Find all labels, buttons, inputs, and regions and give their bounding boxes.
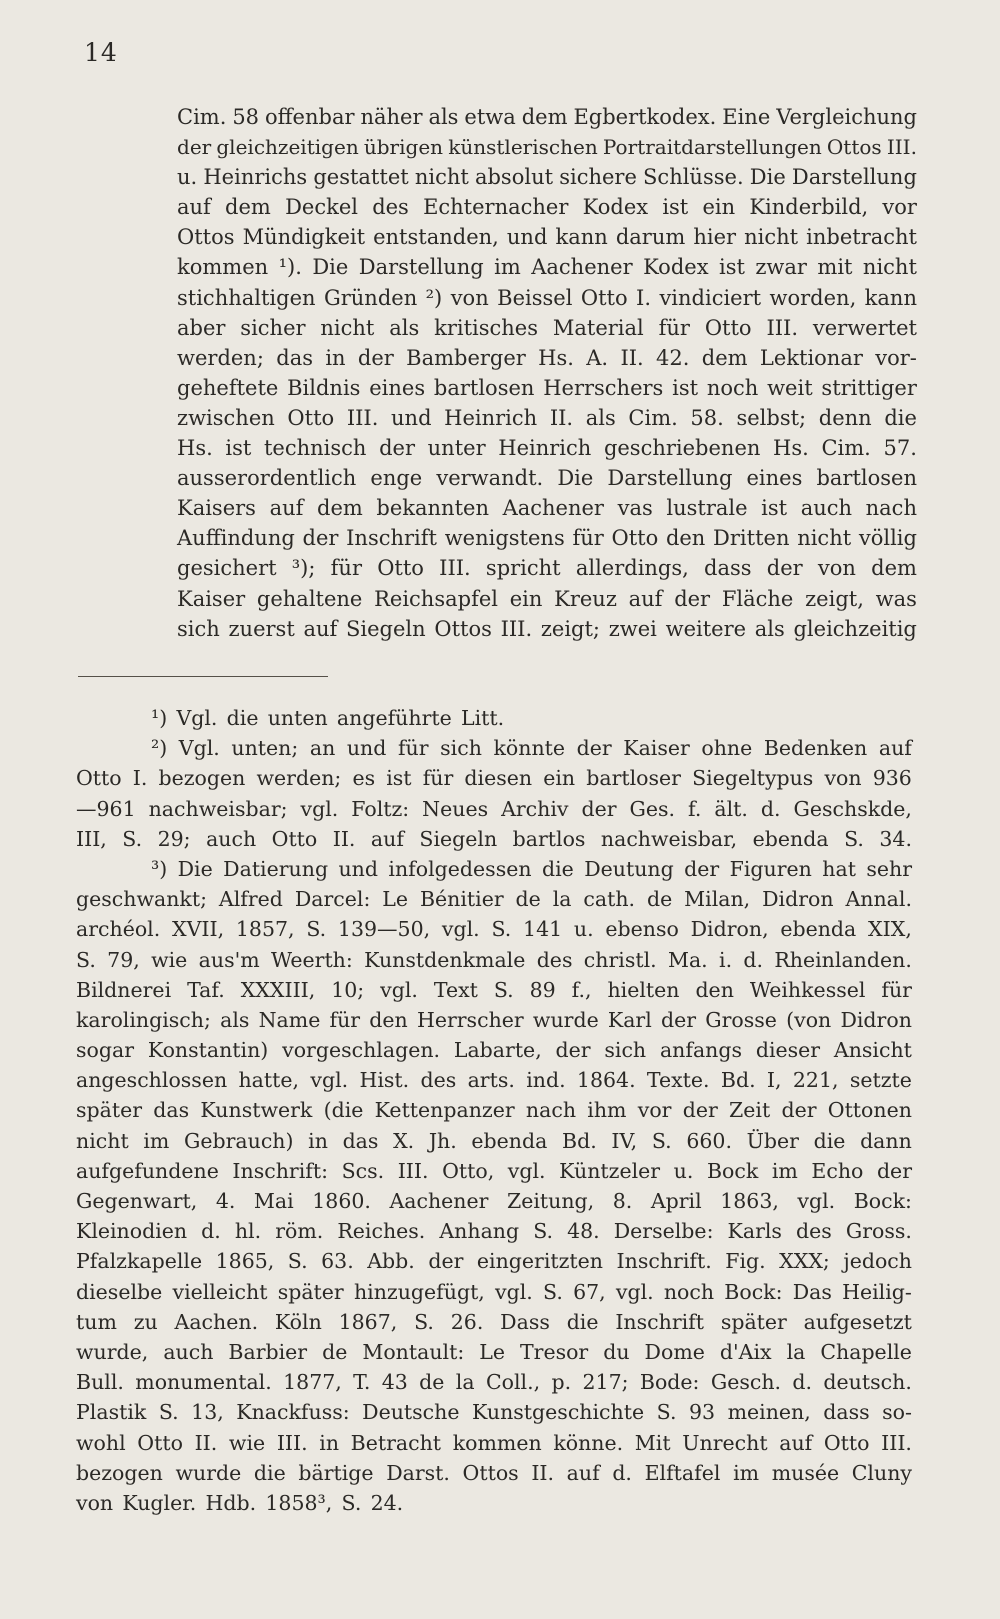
footnote-line: Kleinodien d. hl. röm. Reiches. Anhang S. 48. Derselbe: Karls des Gross. (76, 1219, 912, 1244)
body-line: Auffindung der Inschrift wenigstens für Otto den Dritten nicht völlig (177, 526, 917, 551)
footnotes (76, 703, 912, 1518)
footnote-line: S. 79, wie aus'm Weerth: Kunstdenkmale des christl. Ma. i. d. Rheinlanden. (76, 947, 912, 972)
body-line: kommen ¹). Die Darstellung im Aachener Kodex ist zwar mit nicht (177, 255, 917, 280)
footnote-line: bezogen wurde die bärtige Darst. Ottos II. auf d. Elftafel im musée Cluny (76, 1460, 912, 1485)
body-line: Cim. 58 offenbar näher als etwa dem Egbertkodex. Eine Vergleichung (177, 105, 917, 129)
body-line: Hs. ist technisch der unter Heinrich geschriebenen Hs. Cim. 57. (177, 436, 917, 461)
footnote-line: —961 nachweisbar; vgl. Foltz: Neues Archiv der Ges. f. ält. d. Geschskde, (76, 796, 912, 821)
footnote-line: aufgefundene Inschrift: Scs. III. Otto, vgl. Küntzeler u. Bock im Echo der (76, 1158, 912, 1183)
page-number: 14 (84, 38, 118, 67)
body-line: auf dem Deckel des Echternacher Kodex ist ein Kinderbild, vor (177, 195, 917, 220)
body-text (177, 102, 917, 644)
footnote-line: von Kugler. Hdb. 1858³, S. 24. (76, 1490, 404, 1515)
footnote-line: angeschlossen hatte, vgl. Hist. des arts. ind. 1864. Texte. Bd. I, 221, setzte (76, 1068, 912, 1093)
body-line: Kaisers auf dem bekannten Aachener vas lustrale ist auch nach (177, 496, 917, 521)
footnote-line: archéol. XVII, 1857, S. 139—50, vgl. S. 141 u. ebenso Didron, ebenda XIX, (76, 917, 912, 942)
body-line: gesichert ³); für Otto III. spricht allerdings, dass der von dem (177, 556, 917, 581)
body-line: u. Heinrichs gestattet nicht absolut sichere Schlüsse. Die Darstellung (177, 165, 917, 190)
footnote-line: Plastik S. 13, Knackfuss: Deutsche Kunstgeschichte S. 93 meinen, dass so- (76, 1400, 912, 1425)
footnote-line: sogar Konstantin) vorgeschlagen. Labarte, der sich anfangs dieser Ansicht (76, 1038, 912, 1063)
footnote-separator (78, 676, 328, 677)
footnote-line: III, S. 29; auch Otto II. auf Siegeln bartlos nachweisbar, ebenda S. 34. (76, 826, 912, 851)
body-line: Ottos Mündigkeit entstanden, und kann darum hier nicht inbetracht (177, 225, 917, 250)
body-line: geheftete Bildnis eines bartlosen Herrschers ist noch weit strittiger (177, 375, 917, 400)
footnote-line: geschwankt; Alfred Darcel: Le Bénitier de la cath. de Milan, Didron Annal. (76, 887, 912, 912)
body-line: aber sicher nicht als kritisches Material für Otto III. verwertet (177, 315, 917, 340)
footnote-line: Gegenwart, 4. Mai 1860. Aachener Zeitung, 8. April 1863, vgl. Bock: (76, 1189, 912, 1213)
footnote-line: karolingisch; als Name für den Herrscher wurde Karl der Grosse (von Didron (76, 1007, 912, 1032)
footnote-line: Otto I. bezogen werden; es ist für diesen ein bartloser Siegeltypus von 936 (76, 766, 912, 791)
footnote-line: später das Kunstwerk (die Kettenpanzer nach ihm vor der Zeit der Ottonen (76, 1098, 912, 1123)
footnote-line: ²) Vgl. unten; an und für sich könnte der Kaiser ohne Bedenken auf (151, 736, 912, 761)
footnote-line: nicht im Gebrauch) in das X. Jh. ebenda Bd. IV, S. 660. Über die dann (76, 1128, 912, 1153)
footnote-line: wohl Otto II. wie III. in Betracht kommen könne. Mit Unrecht auf Otto III. (76, 1430, 912, 1455)
body-line: der gleichzeitigen übrigen künstlerischen Portraitdarstellungen Ottos III. (177, 135, 917, 160)
footnote-line: ¹) Vgl. die unten angeführte Litt. (151, 706, 505, 730)
footnote-line: tum zu Aachen. Köln 1867, S. 26. Dass die Inschrift später aufgesetzt (76, 1309, 912, 1334)
body-line: sich zuerst auf Siegeln Ottos III. zeigt; zwei weitere als gleichzeitig (177, 616, 917, 641)
body-line: ausserordentlich enge verwandt. Die Darstellung eines bartlosen (177, 466, 917, 491)
body-line: zwischen Otto III. und Heinrich II. als Cim. 58. selbst; denn die (177, 405, 917, 430)
footnote-line: dieselbe vielleicht später hinzugefügt, vgl. S. 67, vgl. noch Bock: Das Heilig- (76, 1279, 912, 1304)
footnote-line: Bildnerei Taf. XXXIII, 10; vgl. Text S. 89 f., hielten den Weihkessel für (76, 977, 912, 1002)
footnote-line: wurde, auch Barbier de Montault: Le Tresor du Dome d'Aix la Chapelle (76, 1339, 912, 1364)
body-line: Kaiser gehaltene Reichsapfel ein Kreuz auf der Fläche zeigt, was (177, 586, 917, 611)
body-line: stichhaltigen Gründen ²) von Beissel Otto I. vindiciert worden, kann (177, 285, 917, 310)
footnote-line: ³) Die Datierung und infolgedessen die Deutung der Figuren hat sehr (151, 856, 912, 881)
footnote-line: Bull. monumental. 1877, T. 43 de la Coll., p. 217; Bode: Gesch. d. deutsch. (76, 1370, 912, 1395)
body-line: werden; das in der Bamberger Hs. A. II. 42. dem Lektionar vor- (177, 345, 917, 370)
footnote-line: Pfalzkapelle 1865, S. 63. Abb. der eingeritzten Inschrift. Fig. XXX; jedoch (76, 1249, 912, 1274)
